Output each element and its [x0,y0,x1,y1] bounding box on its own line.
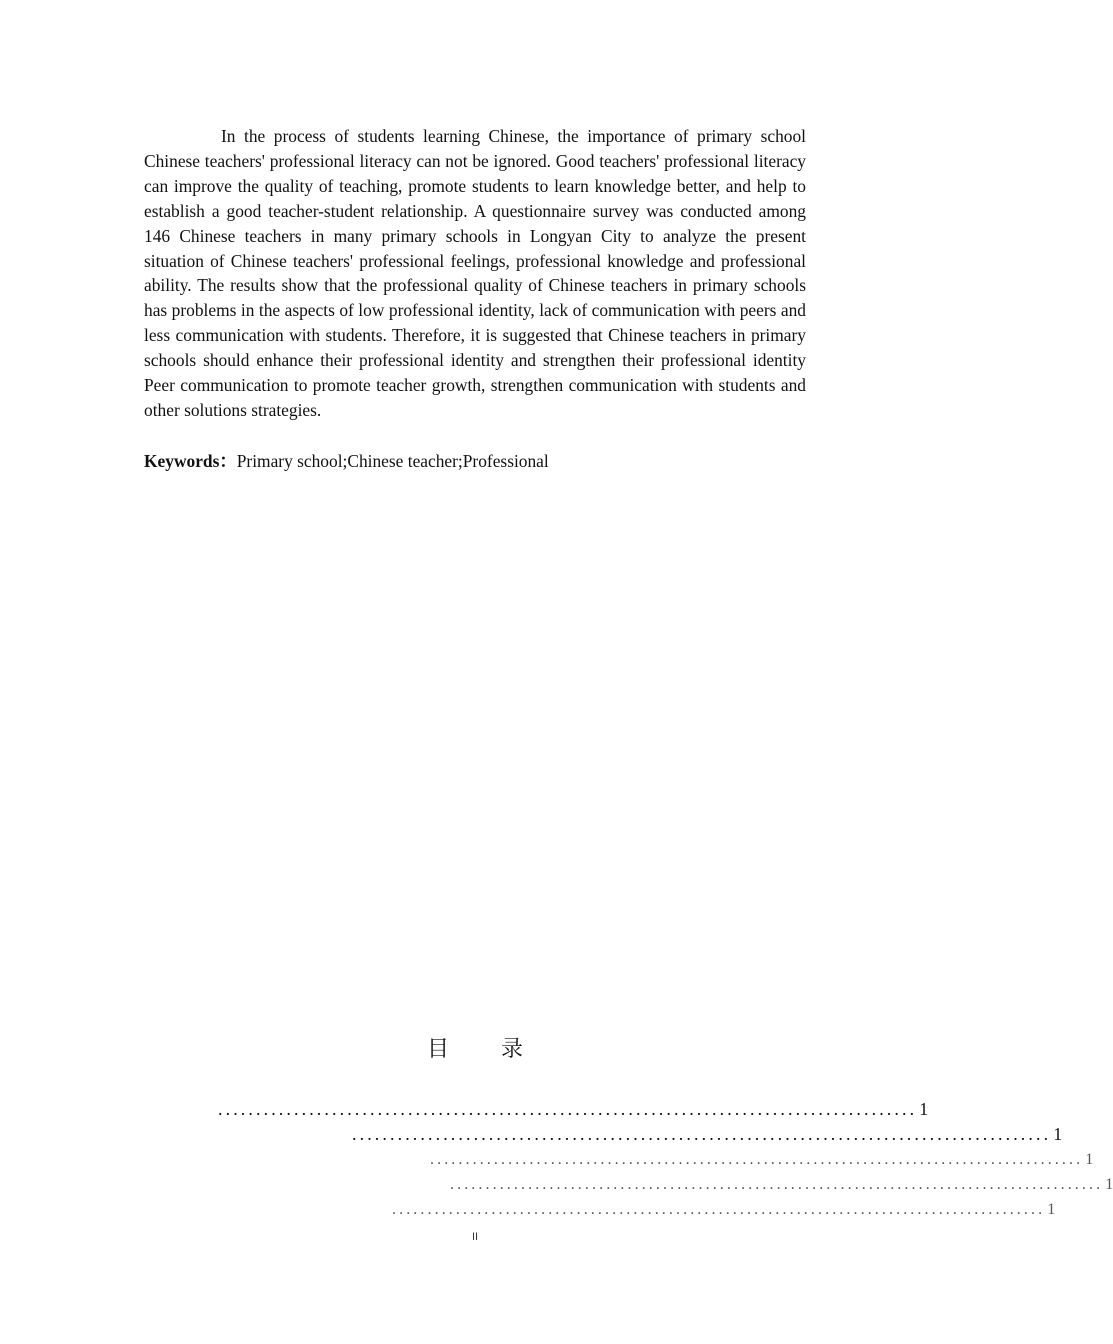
toc-page-number: 1 [1085,1151,1094,1168]
toc-leader-dots: ............................................................................................ [352,1124,1052,1144]
toc-page-number: 1 [919,1099,929,1119]
toc-title [0,1032,950,1063]
toc-leader-dots: ............................................................................................ [450,1176,1104,1193]
toc-leader-dots: ............................................................................................ [430,1151,1084,1168]
abstract-body: In the process of students learning Chinese, the importance of primary school Chinese teachers' professional literacy can not be ignored. Good teachers' professional literacy can improve the quality of teaching, promote students to learn knowledge better, and help to establish a good teacher-student relationship. A questionnaire survey was conducted among 146 Chinese teachers in many primary schools in Longyan City to analyze the present situation of Chinese teachers' professional feelings, professional knowledge and professional ability. The results show that the professional quality of Chinese teachers in primary schools has problems in the aspects of low professional identity, lack of communication with peers and less communication with students. Therefore, it is suggested that Chinese teachers in primary schools should enhance their professional identity and strengthen their professional identity Peer communication to promote teacher growth, strengthen communication with students and other solutions strategies. [144,126,806,420]
toc-title-char-1: 目 [426,1037,449,1062]
toc-title-char-2: 录 [501,1037,524,1062]
toc-leader-dots: ............................................................................................ [392,1201,1046,1218]
toc-leader-dots: ............................................................................................ [218,1099,918,1119]
toc-entry[interactable] [430,1147,1094,1172]
toc-entry[interactable] [450,1172,1113,1197]
toc-page-number: 1 [1053,1124,1063,1144]
toc-entry[interactable] [218,1097,929,1122]
page-number-footer: II [471,1231,479,1243]
keywords-value: Primary school;Chinese teacher;Professional [236,451,549,471]
keywords-line [144,449,549,474]
keywords-label: Keywords： [144,451,237,471]
abstract-section [144,124,806,423]
toc-entry[interactable] [392,1197,1056,1222]
toc-entry[interactable] [352,1122,1063,1147]
toc-page-number: 1 [1105,1176,1113,1193]
toc-page-number: 1 [1047,1201,1056,1218]
